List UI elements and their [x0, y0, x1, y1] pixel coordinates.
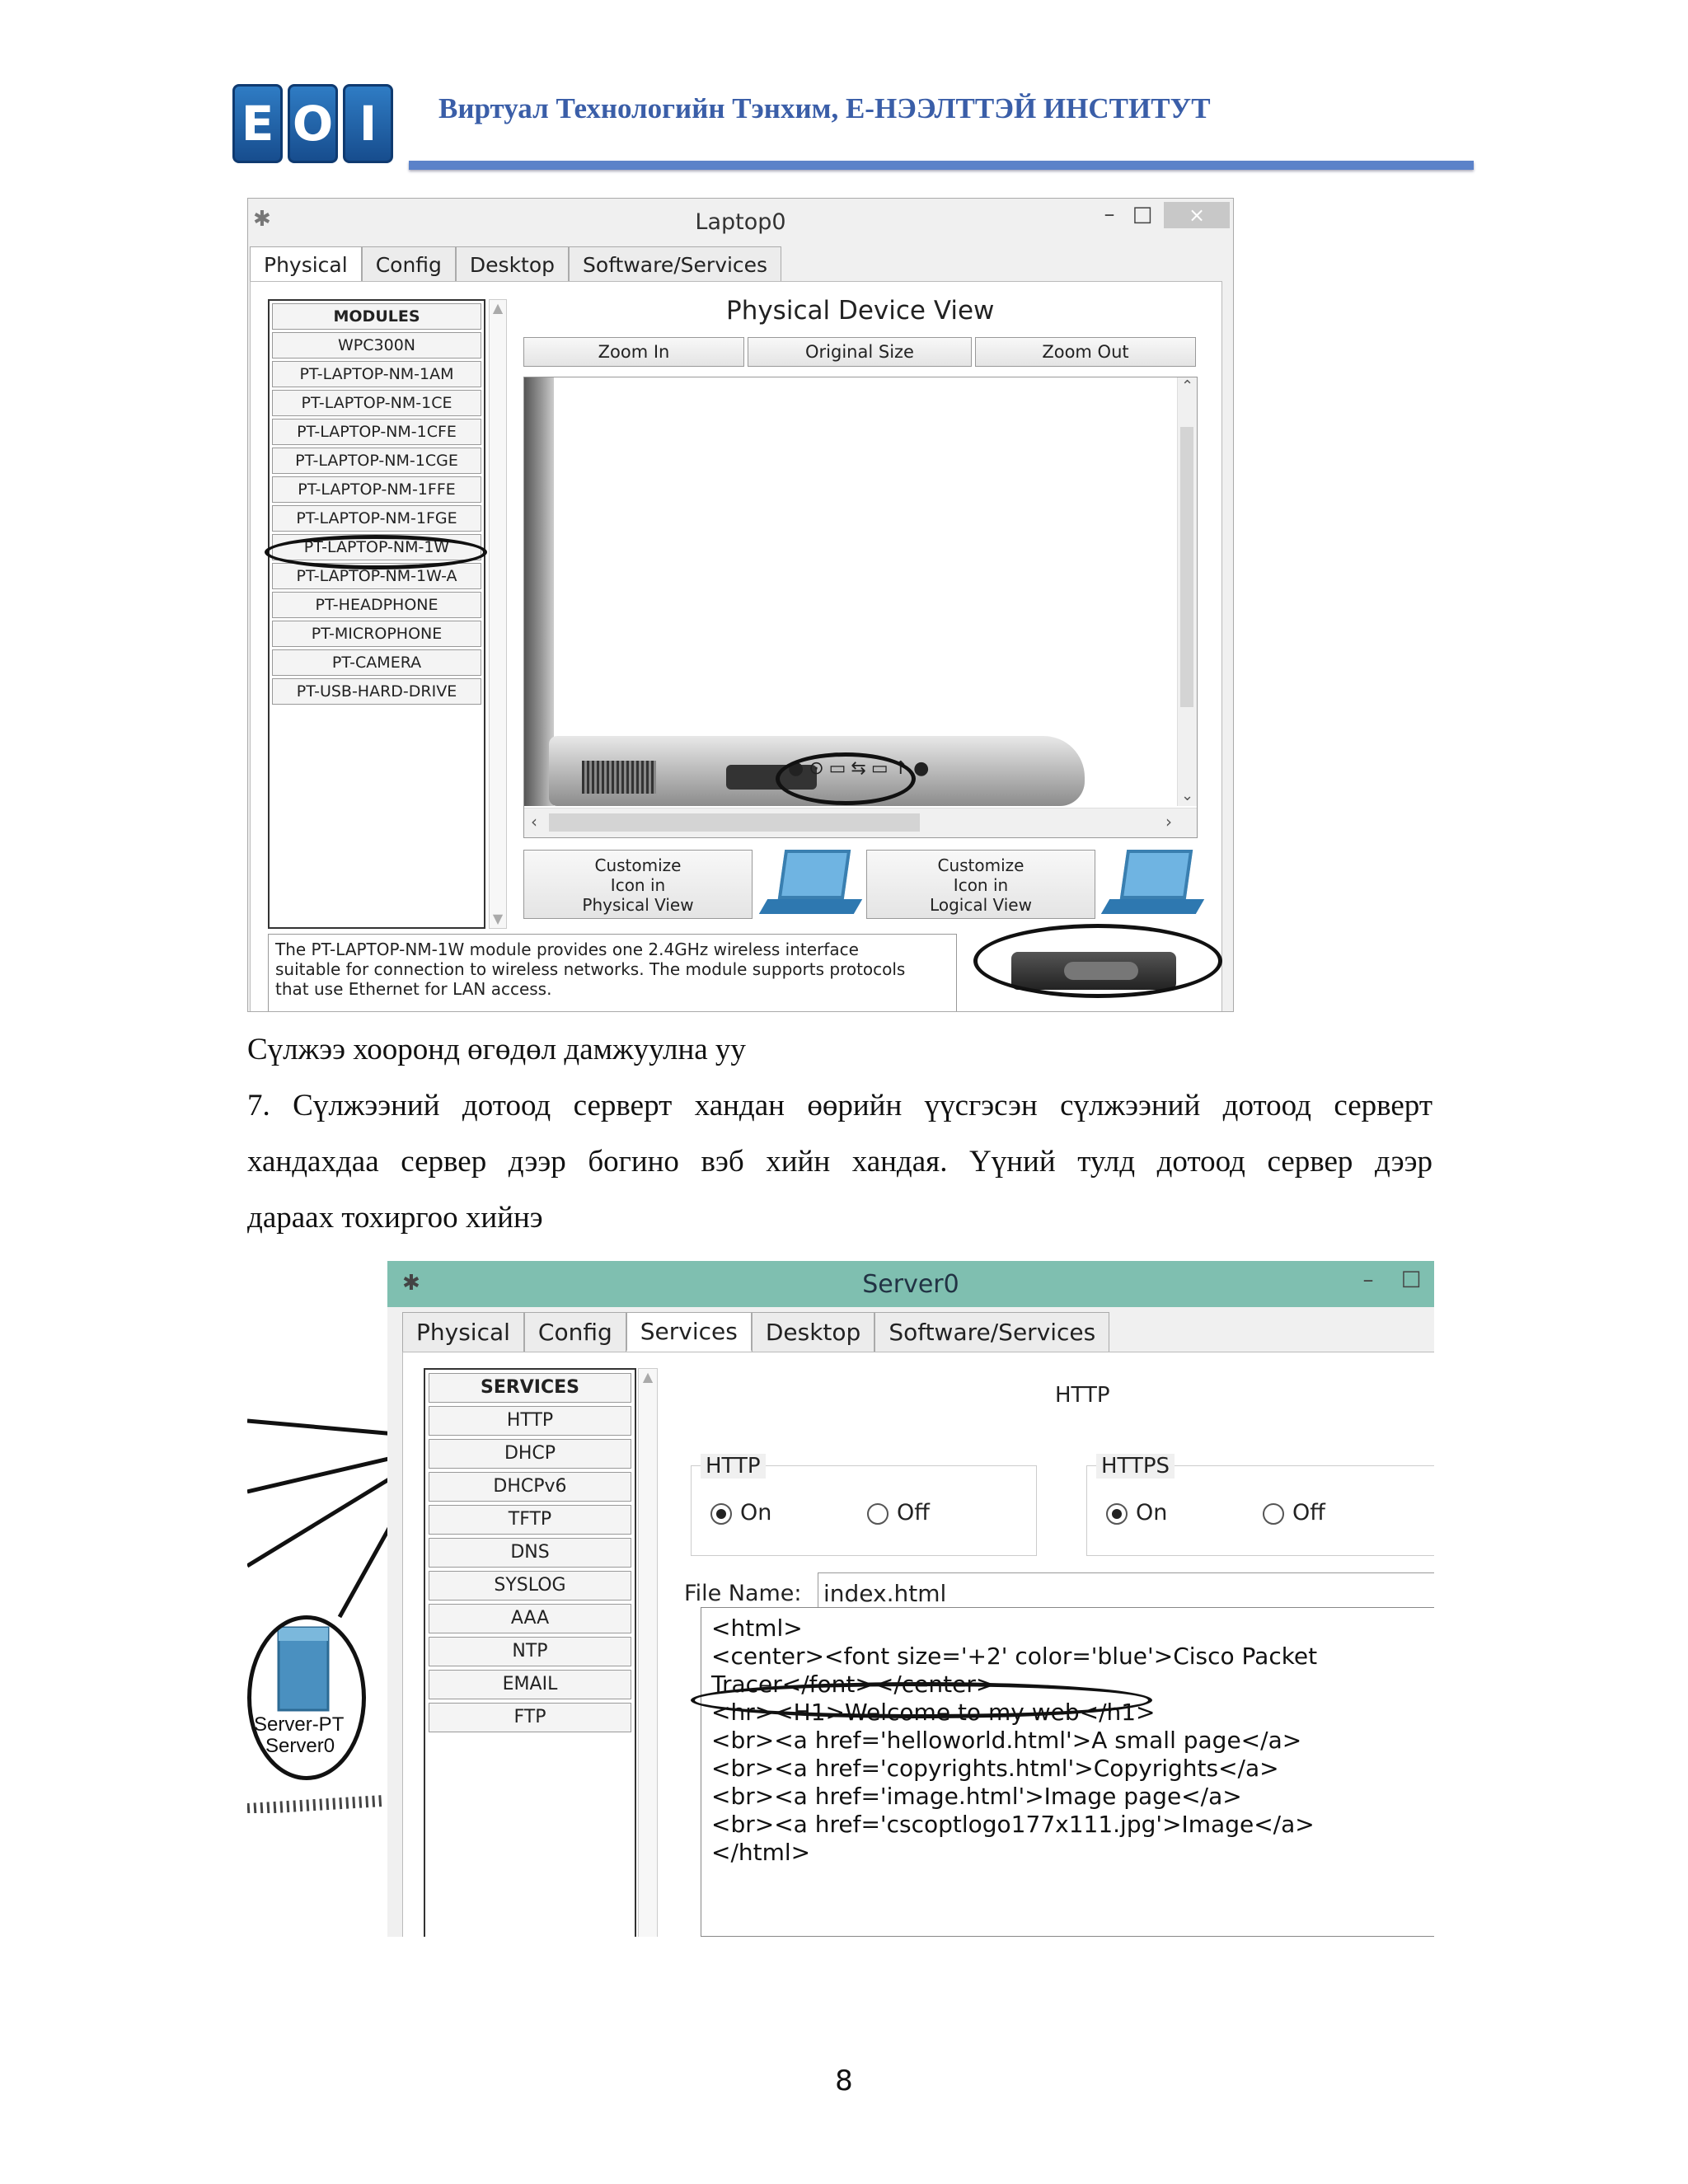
module-list-scrollbar[interactable]: ▲ ▼: [489, 299, 507, 929]
header-title: Виртуал Технологийн Тэнхим, Е-НЭЭЛТТЭЙ ИНСТИТУТ: [438, 92, 1211, 124]
module-item[interactable]: PT-LAPTOP-NM-1FGE: [272, 505, 481, 532]
module-item[interactable]: PT-LAPTOP-NM-1CE: [272, 390, 481, 416]
module-item[interactable]: PT-USB-HARD-DRIVE: [272, 678, 481, 705]
paragraph-line: хандахдаа сервер дээр богино вэб хийн хандая. Үүний тулд дотоод сервер дээр: [247, 1145, 1432, 1179]
tab-physical[interactable]: Physical: [250, 246, 362, 283]
close-button[interactable]: ×: [1164, 202, 1230, 228]
code-line: <br><a href='cscoptlogo177x111.jpg'>Image</a>: [711, 1811, 1315, 1838]
services-scrollbar[interactable]: ▲: [638, 1368, 658, 1937]
port-icons: ●⊙▭⇆▭↑●: [788, 758, 935, 779]
view-title: Physical Device View: [726, 296, 995, 326]
radio-unselected[interactable]: [867, 1503, 889, 1525]
tab-desktop[interactable]: Desktop: [752, 1312, 874, 1352]
http-on-radio[interactable]: [710, 1500, 771, 1526]
highlight-ellipse: [776, 752, 916, 805]
service-item[interactable]: DNS: [429, 1538, 631, 1568]
laptop-icon: [763, 850, 862, 919]
original-size-button[interactable]: Original Size: [748, 337, 972, 367]
logo-letter: E: [232, 84, 283, 163]
description-line: suitable for connection to wireless networks. The module supports protocols: [275, 959, 906, 979]
highlight-ellipse: [265, 535, 487, 569]
html-editor[interactable]: [701, 1607, 1434, 1937]
customize-logical-button[interactable]: [866, 850, 1095, 919]
minimize-button[interactable]: –: [1104, 202, 1115, 227]
paragraph-line: дараах тохиргоо хийнэ: [247, 1201, 543, 1235]
module-item[interactable]: PT-HEADPHONE: [272, 592, 481, 618]
service-item[interactable]: NTP: [429, 1637, 631, 1666]
tab-software-services[interactable]: Software/Services: [569, 246, 781, 283]
https-group-label: HTTPS: [1096, 1454, 1175, 1479]
code-line: Tracer</font></center>: [711, 1671, 996, 1698]
http-off-radio[interactable]: [867, 1500, 930, 1526]
view-hscrollbar[interactable]: ‹ ›: [524, 808, 1197, 837]
server-titlebar: [387, 1261, 1434, 1307]
code-line: <br><a href='image.html'>Image page</a>: [711, 1783, 1242, 1810]
logo-letter: O: [288, 84, 338, 163]
device-label-line: Server0: [265, 1735, 335, 1757]
button-line: Physical View: [582, 895, 694, 915]
code-line: <hr><H1>Welcome to my web</h1>: [711, 1699, 1156, 1726]
module-item[interactable]: PT-LAPTOP-NM-1CFE: [272, 419, 481, 445]
module-item[interactable]: PT-MICROPHONE: [272, 621, 481, 647]
radio-unselected[interactable]: [1263, 1503, 1284, 1525]
customize-physical-button[interactable]: [523, 850, 753, 919]
file-name-input[interactable]: index.html: [818, 1572, 1434, 1610]
eoi-logo: [232, 84, 393, 163]
laptop-window: [247, 198, 1234, 1012]
button-line: Customize: [937, 855, 1025, 875]
services-list[interactable]: [424, 1368, 636, 1937]
button-line: Icon in: [953, 875, 1009, 895]
code-line: <center><font size='+2' color='blue'>Cisco Packet: [711, 1643, 1318, 1670]
radio-label: Off: [1292, 1500, 1325, 1526]
code-line: <html>: [711, 1615, 803, 1642]
service-item[interactable]: SYSLOG: [429, 1571, 631, 1601]
code-line: </html>: [711, 1839, 811, 1866]
button-line: Icon in: [610, 875, 666, 895]
module-item[interactable]: PT-LAPTOP-NM-1W: [272, 534, 481, 560]
highlight-ellipse: [247, 1615, 366, 1780]
module-list-header: MODULES: [272, 303, 481, 330]
maximize-button[interactable]: □: [1132, 202, 1153, 227]
module-item[interactable]: PT-LAPTOP-NM-1CGE: [272, 448, 481, 474]
module-item[interactable]: PT-LAPTOP-NM-1W-A: [272, 563, 481, 589]
tab-config[interactable]: Config: [524, 1312, 626, 1352]
packet-tracer-icon: ✱: [253, 207, 271, 232]
paragraph-line: 7. Сүлжээний дотоод серверт хандан өөрийн үүсгэсэн сүлжээний дотоод серверт: [247, 1089, 1432, 1122]
highlight-ellipse: [973, 924, 1222, 998]
file-name-label: File Name:: [684, 1581, 802, 1606]
tab-software-services[interactable]: Software/Services: [874, 1312, 1109, 1352]
module-description: [268, 934, 957, 1012]
maximize-button[interactable]: □: [1400, 1266, 1422, 1291]
tab-services[interactable]: Services: [626, 1312, 752, 1352]
laptop-icon: [1105, 850, 1204, 919]
vent-grille: [582, 761, 656, 794]
description-line: that use Ethernet for LAN access.: [275, 979, 552, 999]
https-on-radio[interactable]: [1106, 1500, 1167, 1526]
module-item[interactable]: WPC300N: [272, 332, 481, 359]
line-transfer-data: Сүлжээ хооронд өгөдөл дамжуулна уу: [247, 1033, 746, 1066]
laptop-titlebar: [248, 199, 1233, 245]
highlight-ellipse: [691, 1682, 1152, 1718]
button-line: Logical View: [930, 895, 1032, 915]
page-number: 8: [835, 2064, 853, 2097]
module-item[interactable]: PT-LAPTOP-NM-1AM: [272, 361, 481, 387]
radio-label: On: [740, 1500, 772, 1526]
services-list-header: SERVICES: [429, 1373, 631, 1403]
header-rule: [409, 161, 1474, 170]
tab-desktop[interactable]: Desktop: [456, 246, 569, 283]
window-title: Server0: [862, 1269, 959, 1299]
packet-tracer-icon: ✱: [402, 1271, 420, 1296]
module-item[interactable]: PT-LAPTOP-NM-1FFE: [272, 476, 481, 503]
window-title: Laptop0: [695, 209, 786, 235]
http-panel-title: HTTP: [1055, 1383, 1110, 1408]
https-off-radio[interactable]: [1263, 1500, 1325, 1526]
base-ticks: [247, 1801, 383, 1809]
radio-selected[interactable]: [1106, 1503, 1128, 1525]
zoom-out-button[interactable]: Zoom Out: [975, 337, 1196, 367]
code-line: <br><a href='helloworld.html'>A small page</a>: [711, 1727, 1302, 1754]
button-line: Customize: [594, 855, 682, 875]
service-item[interactable]: AAA: [429, 1604, 631, 1633]
service-item[interactable]: DHCP: [429, 1439, 631, 1469]
logo-letter: I: [343, 84, 393, 163]
service-item[interactable]: DHCPv6: [429, 1472, 631, 1502]
module-item[interactable]: PT-CAMERA: [272, 649, 481, 676]
minimize-button[interactable]: –: [1362, 1268, 1374, 1292]
device-label-line: Server-PT: [254, 1713, 345, 1736]
view-vscrollbar[interactable]: ⌃ ⌄: [1177, 377, 1197, 806]
device-view[interactable]: [523, 377, 1198, 838]
http-group-label: HTTP: [701, 1454, 766, 1479]
zoom-in-button[interactable]: Zoom In: [523, 337, 744, 367]
description-line: The PT-LAPTOP-NM-1W module provides one 2.4GHz wireless interface: [275, 940, 859, 959]
radio-selected[interactable]: [710, 1503, 732, 1525]
service-item[interactable]: HTTP: [429, 1406, 631, 1436]
service-item[interactable]: TFTP: [429, 1505, 631, 1535]
service-item[interactable]: FTP: [429, 1703, 631, 1732]
code-line: <br><a href='copyrights.html'>Copyrights</a>: [711, 1755, 1279, 1782]
module-list[interactable]: [268, 299, 485, 929]
tab-config[interactable]: Config: [362, 246, 456, 283]
radio-label: On: [1136, 1500, 1168, 1526]
service-item[interactable]: EMAIL: [429, 1670, 631, 1699]
tab-physical[interactable]: Physical: [402, 1312, 524, 1352]
radio-label: Off: [897, 1500, 930, 1526]
link-line: [247, 1421, 396, 1434]
